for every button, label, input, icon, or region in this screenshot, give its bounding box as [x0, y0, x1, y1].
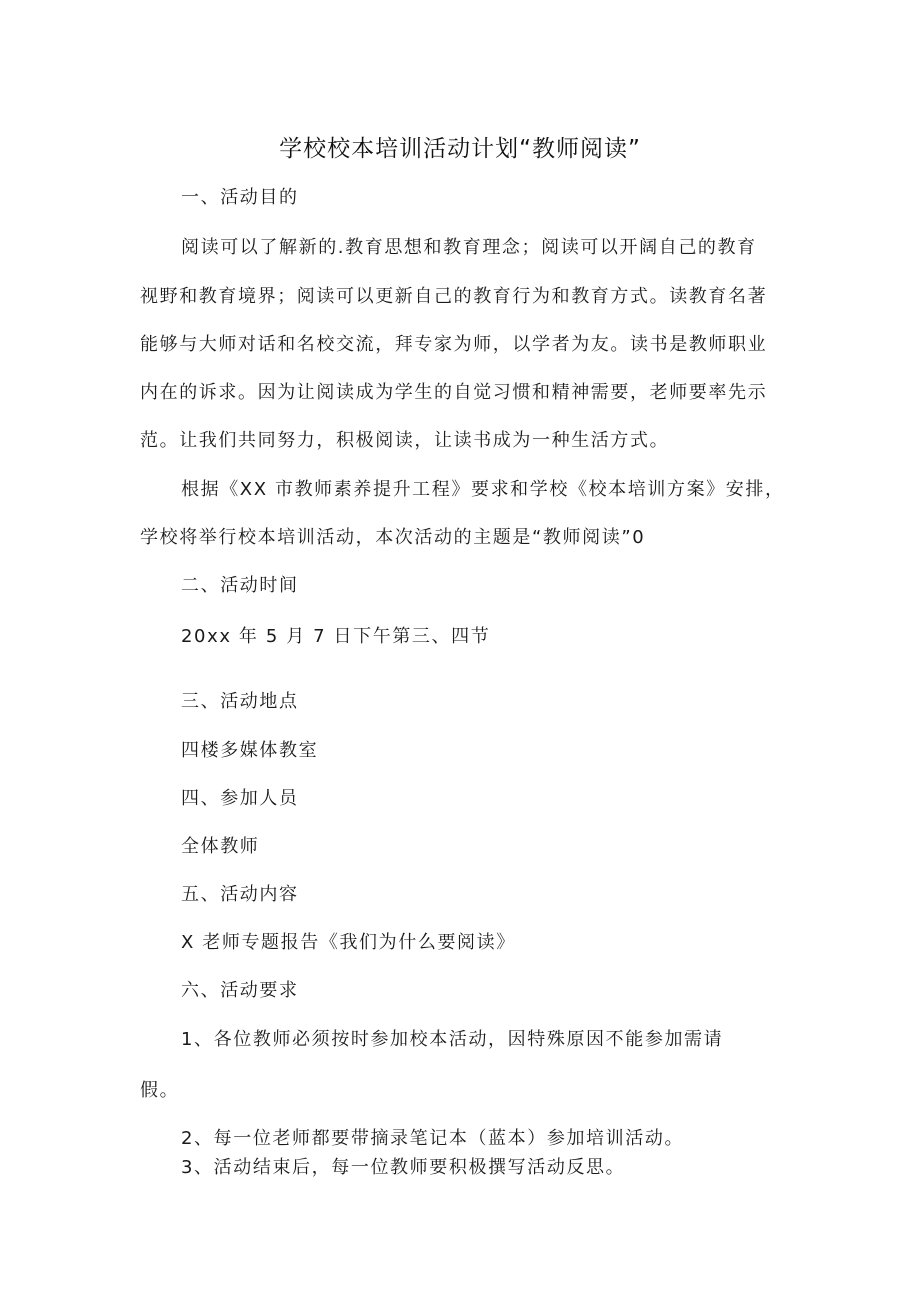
requirement-item: 1、各位教师必须按时参加校本活动，因特殊原因不能参加需请: [181, 1029, 724, 1050]
content-value: X 老师专题报告《我们为什么要阅读》: [181, 932, 516, 953]
section-heading-purpose: 一、活动目的: [181, 187, 299, 208]
paragraph-line: 视野和教育境界；阅读可以更新自己的教育行为和教育方式。读教育名著: [140, 286, 768, 307]
section-heading-participants: 四、参加人员: [181, 788, 299, 809]
location-value: 四楼多媒体教室: [181, 740, 319, 761]
paragraph-line: 内在的诉求。因为让阅读成为学生的自觉习惯和精神需要，老师要率先示: [140, 382, 768, 403]
paragraph-line: 根据《XX 市教师素养提升工程》要求和学校《校本培训方案》安排，: [181, 479, 785, 500]
requirement-item: 3、活动结束后，每一位教师要积极撰写活动反思。: [181, 1157, 626, 1178]
requirement-item: 假。: [140, 1080, 180, 1101]
time-value: 20xx 年 5 月 7 日下午第三、四节: [181, 626, 491, 647]
paragraph-line: 阅读可以了解新的.教育思想和教育理念；阅读可以开阔自己的教育: [181, 237, 757, 258]
paragraph-line: 能够与大师对话和名校交流，拜专家为师，以学者为友。读书是教师职业: [140, 334, 768, 355]
document-title: 学校校本培训活动计划“教师阅读”: [279, 136, 641, 162]
participants-value: 全体教师: [181, 836, 260, 857]
section-heading-content: 五、活动内容: [181, 884, 299, 905]
section-heading-location: 三、活动地点: [181, 691, 299, 712]
requirement-item: 2、每一位老师都要带摘录笔记本（蓝本）参加培训活动。: [181, 1128, 685, 1149]
section-heading-requirements: 六、活动要求: [181, 980, 299, 1001]
section-heading-time: 二、活动时间: [181, 575, 299, 596]
paragraph-line: 学校将举行校本培训活动，本次活动的主题是“教师阅读”0: [140, 527, 646, 548]
paragraph-line: 范。让我们共同努力，积极阅读，让读书成为一种生活方式。: [140, 430, 670, 451]
